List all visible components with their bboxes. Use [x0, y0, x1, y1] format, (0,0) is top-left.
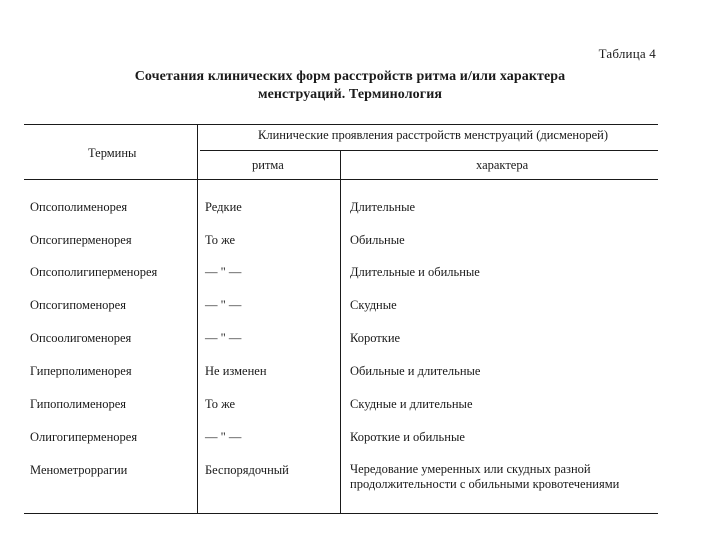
cell-term: Опсогиперменорея	[30, 233, 132, 247]
cell-character: Скудные и длительные	[350, 397, 473, 411]
cell-term: Гиперполименорея	[30, 364, 132, 378]
cell-rhythm: — " —	[205, 298, 242, 312]
cell-term: Менометроррагии	[30, 463, 128, 477]
title-line-1: Сочетания клинических форм расстройств ритма и/или характера	[134, 69, 566, 84]
cell-term: Опсоолигоменорея	[30, 331, 132, 345]
header-terms: Термины	[88, 146, 137, 160]
cell-rhythm: Редкие	[205, 200, 242, 214]
cell-character: Короткие	[350, 331, 401, 345]
cell-rhythm: — " —	[205, 430, 242, 444]
cell-character: Длительные	[350, 200, 416, 214]
header-character: характера	[476, 158, 529, 172]
cell-rhythm: То же	[205, 233, 236, 247]
cell-character: Длительные и обильные	[350, 265, 480, 279]
table-header-bottom-rule	[24, 179, 658, 180]
cell-character: Обильные	[350, 233, 405, 247]
header-rhythm: ритма	[252, 158, 284, 172]
cell-term: Опсополименорея	[30, 200, 128, 214]
cell-character: Чередование умеренных или скудных разной продолжительности с обильными кровотечениями	[350, 462, 620, 491]
cell-character: Обильные и длительные	[350, 364, 481, 378]
title-line-2: менструаций. Терминология	[257, 87, 443, 102]
cell-rhythm: — " —	[205, 331, 242, 345]
document-title	[60, 68, 640, 104]
cell-term: Опсополигиперменорея	[30, 265, 158, 279]
header-manifestations: Клинические проявления расстройств менструаций (дисменорей)	[258, 128, 609, 142]
table-column-divider-2	[340, 150, 341, 513]
cell-character: Короткие и обильные	[350, 430, 465, 444]
cell-rhythm: Не изменен	[205, 364, 267, 378]
cell-term: Олигогиперменорея	[30, 430, 138, 444]
table-subheader-rule	[200, 150, 658, 151]
table-column-divider-1	[197, 124, 198, 513]
table-label: Таблица 4	[598, 46, 656, 61]
cell-rhythm: То же	[205, 397, 236, 411]
table-bottom-rule	[24, 513, 658, 514]
table-top-rule	[24, 124, 658, 125]
cell-term: Опсогипоменорея	[30, 298, 126, 312]
cell-term: Гипополименорея	[30, 397, 127, 411]
cell-character: Скудные	[350, 298, 397, 312]
cell-rhythm: Беспорядочный	[205, 463, 289, 477]
cell-rhythm: — " —	[205, 265, 242, 279]
